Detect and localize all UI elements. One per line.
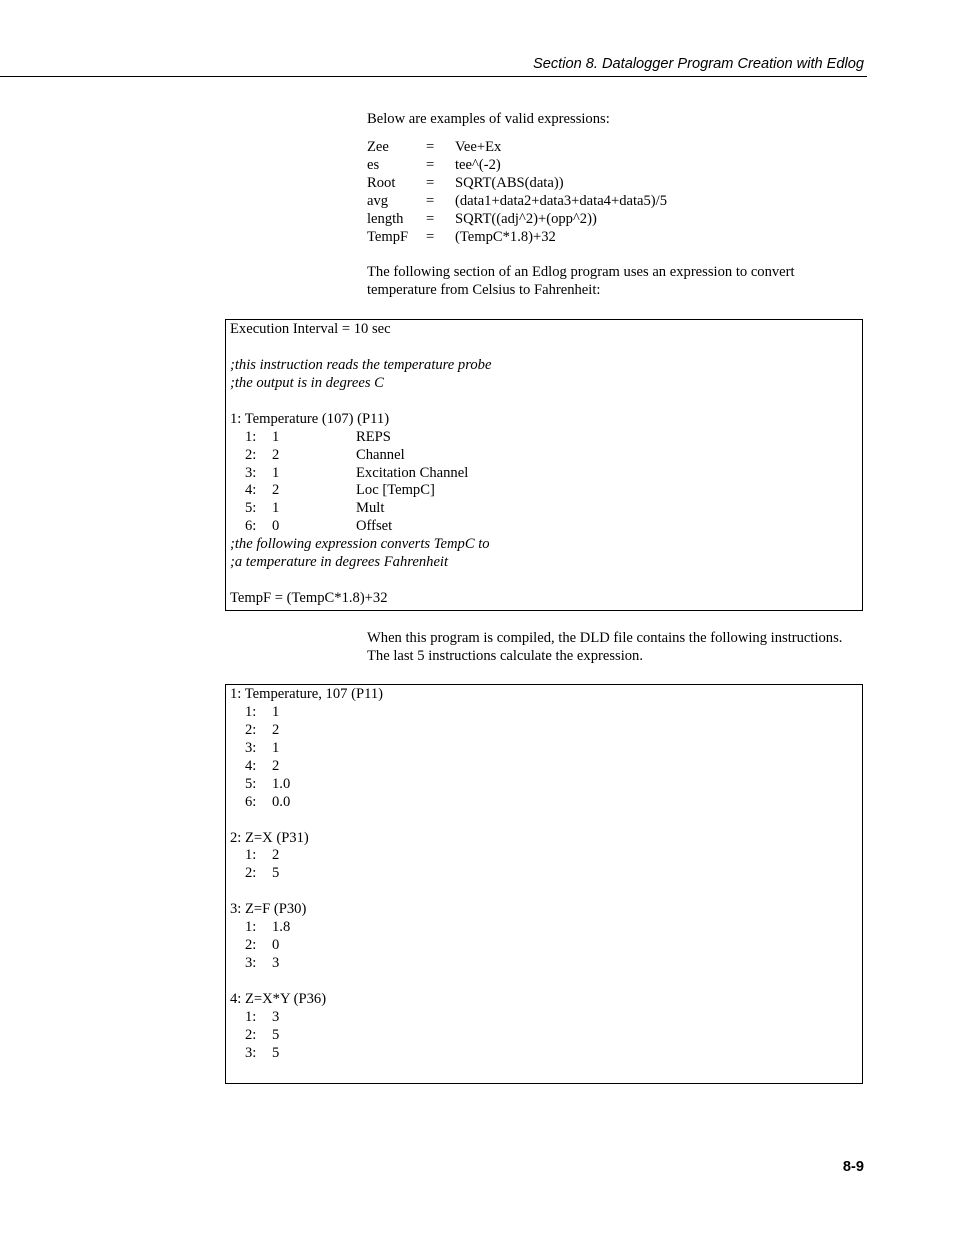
parameter-number: 3:	[245, 464, 257, 481]
parameter-number: 1:	[245, 1008, 257, 1025]
expression-equals: =	[426, 156, 435, 173]
parameter-row	[230, 758, 862, 776]
parameter-value: 3	[272, 955, 280, 972]
expression-equals: =	[426, 210, 435, 227]
parameter-description: Channel	[356, 446, 405, 463]
parameter-row	[230, 740, 862, 758]
parameter-value: 0	[272, 937, 280, 954]
expressions-table	[367, 139, 667, 246]
parameter-number: 3:	[245, 739, 257, 756]
expression-equals: =	[426, 192, 435, 209]
parameter-row	[230, 847, 862, 865]
parameter-number: 4:	[245, 482, 257, 499]
parameter-value: 2	[272, 482, 280, 499]
section-paragraph: The following section of an Edlog program uses an expression to convert temperature from Celsius to Fahrenheit:	[367, 264, 795, 299]
expression-lhs: avg	[367, 192, 389, 209]
parameter-description: Mult	[356, 500, 385, 517]
parameter-row	[230, 865, 862, 883]
parameter-number: 1:	[245, 919, 257, 936]
expression-row	[367, 193, 667, 211]
parameter-number: 3:	[245, 1044, 257, 1061]
parameter-description: Loc [TempC]	[356, 482, 435, 499]
execution-interval: Execution Interval = 10 sec	[230, 321, 391, 337]
parameter-number: 3:	[245, 955, 257, 972]
parameter-value: 0.0	[272, 793, 291, 810]
instruction-title: 4: Z=X*Y (P36)	[230, 990, 327, 1007]
expression-row	[367, 229, 667, 247]
parameter-description: Excitation Channel	[356, 464, 469, 481]
expression-rhs: (TempC*1.8)+32	[455, 228, 556, 245]
program-comment: ;the output is in degrees C	[230, 374, 384, 391]
parameter-row	[230, 1009, 862, 1027]
parameter-value: 2	[272, 847, 280, 864]
program-expression: TempF = (TempC*1.8)+32	[230, 590, 388, 607]
parameter-number: 2:	[245, 937, 257, 954]
parameter-number: 1:	[245, 847, 257, 864]
expression-lhs: Zee	[367, 139, 389, 155]
expression-equals: =	[426, 139, 435, 155]
expression-equals: =	[426, 174, 435, 191]
expression-rhs: SQRT(ABS(data))	[455, 174, 564, 191]
section-title: Section 8. Datalogger Program Creation with Edlog	[533, 56, 864, 72]
expression-lhs: Root	[367, 174, 396, 191]
parameter-number: 4:	[245, 757, 257, 774]
parameter-row	[230, 447, 862, 465]
parameter-row	[230, 500, 862, 518]
parameter-value: 1	[272, 500, 280, 517]
expression-row	[367, 175, 667, 193]
blank-line	[230, 812, 862, 830]
parameter-number: 1:	[245, 703, 257, 720]
parameter-value: 1	[272, 739, 280, 756]
parameter-value: 0	[272, 518, 280, 535]
parameter-number: 2:	[245, 1026, 257, 1043]
parameter-value: 1	[272, 428, 280, 445]
parameter-row	[230, 1045, 862, 1063]
parameter-value: 2	[272, 757, 280, 774]
parameter-row	[230, 794, 862, 812]
parameter-value: 1.0	[272, 775, 291, 792]
parameter-value: 1	[272, 464, 280, 481]
parameter-number: 2:	[245, 446, 257, 463]
edlog-program-box	[225, 319, 863, 611]
parameter-number: 5:	[245, 500, 257, 517]
parameter-value: 3	[272, 1008, 280, 1025]
expression-row	[367, 211, 667, 229]
compiled-paragraph: When this program is compiled, the DLD file contains the following instructions. The last 5 instructions calculate the expression.	[367, 630, 843, 665]
parameter-value: 1	[272, 703, 280, 720]
parameter-row	[230, 482, 862, 500]
expression-row	[367, 157, 667, 175]
parameter-row	[230, 465, 862, 483]
parameter-number: 6:	[245, 793, 257, 810]
parameter-value: 5	[272, 865, 280, 882]
expression-lhs: length	[367, 210, 404, 227]
parameter-value: 1.8	[272, 919, 291, 936]
blank-line	[230, 572, 862, 590]
parameter-value: 2	[272, 446, 280, 463]
expression-equals: =	[426, 228, 435, 245]
parameter-number: 2:	[245, 721, 257, 738]
parameter-row	[230, 776, 862, 794]
parameter-number: 2:	[245, 865, 257, 882]
parameter-row	[230, 919, 862, 937]
parameter-number: 1:	[245, 428, 257, 445]
program-comment: ;the following expression converts TempC to	[230, 536, 490, 553]
parameter-row	[230, 722, 862, 740]
program-comment: ;a temperature in degrees Fahrenheit	[230, 554, 449, 571]
instruction-title: 1: Temperature, 107 (P11)	[230, 686, 383, 702]
instruction-title: 1: Temperature (107) (P11)	[230, 410, 390, 427]
parameter-description: Offset	[356, 518, 393, 535]
parameter-row	[230, 937, 862, 955]
parameter-number: 5:	[245, 775, 257, 792]
instruction-title: 2: Z=X (P31)	[230, 829, 309, 846]
parameter-row	[230, 518, 862, 536]
page-number: 8-9	[842, 1159, 864, 1175]
parameter-value: 5	[272, 1026, 280, 1043]
expression-lhs: es	[367, 156, 380, 173]
parameter-description: REPS	[356, 428, 391, 445]
parameter-row	[230, 704, 862, 722]
expression-rhs: (data1+data2+data3+data4+data5)/5	[455, 192, 668, 209]
parameter-value: 5	[272, 1044, 280, 1061]
blank-line	[230, 973, 862, 991]
expression-rhs: Vee+Ex	[455, 139, 502, 155]
expression-lhs: TempF	[367, 228, 409, 245]
parameter-row	[230, 1027, 862, 1045]
program-comment: ;this instruction reads the temperature probe	[230, 356, 492, 373]
expression-rhs: tee^(-2)	[455, 156, 501, 173]
parameter-value: 2	[272, 721, 280, 738]
parameter-row	[230, 429, 862, 447]
blank-line	[230, 393, 862, 411]
parameter-number: 6:	[245, 518, 257, 535]
expression-row	[367, 139, 667, 157]
parameter-row	[230, 955, 862, 973]
intro-paragraph: Below are examples of valid expressions:	[367, 111, 610, 127]
blank-line	[230, 883, 862, 901]
dld-instructions-box	[225, 684, 863, 1084]
instruction-title: 3: Z=F (P30)	[230, 901, 307, 918]
blank-line	[230, 339, 862, 357]
expression-rhs: SQRT((adj^2)+(opp^2))	[455, 210, 597, 227]
header-divider	[0, 76, 867, 77]
